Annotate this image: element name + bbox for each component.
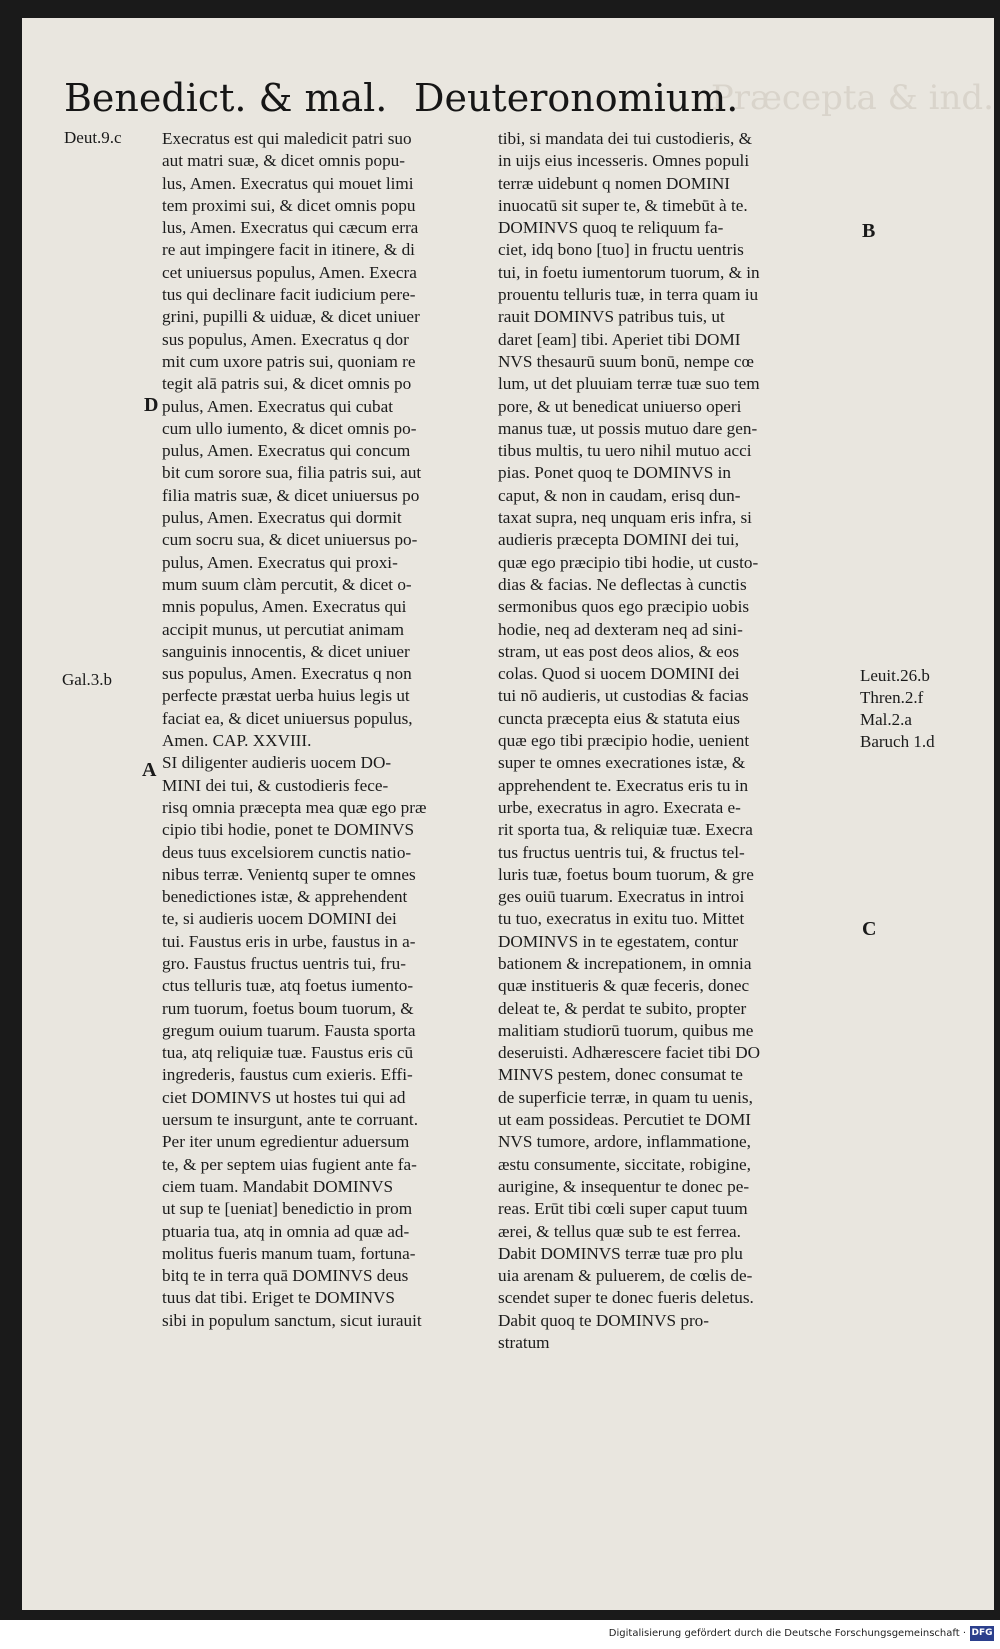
text-line: deus tuus excelsiorem cunctis natio-: [162, 842, 412, 862]
margin-ref-right-1: Leuit.26.b: [860, 666, 930, 685]
text-line: reas. Erūt tibi cœli super caput tuum: [498, 1199, 748, 1219]
text-line: DOMINVS in te egestatem, contur: [498, 931, 739, 951]
text-line: gro. Faustus fructus uentris tui, fru-: [162, 953, 406, 973]
text-line: Execratus est qui maledicit patri suo: [162, 129, 412, 148]
text-line: aurigine, & insequentur te donec pe-: [498, 1176, 750, 1196]
text-line: tus qui declinare facit iudicium pere-: [162, 285, 416, 305]
text-line: DOMINVS quoq te reliquum fa-: [498, 218, 724, 238]
text-line: quæ ego tibi præcipio hodie, uenient: [498, 731, 750, 751]
text-line: ptuaria tua, atq in omnia ad quæ ad-: [162, 1221, 410, 1241]
text-line: mit cum uxore patris sui, quoniam re: [162, 351, 416, 371]
text-line: cuncta præcepta eius & statuta eius: [498, 708, 740, 728]
text-line: gregum ouium tuarum. Fausta sporta: [162, 1020, 416, 1040]
text-line: tus fructus uentris tui, & fructus tel-: [498, 842, 745, 862]
funding-notice: Digitalisierung gefördert durch die Deutsche Forschungsgemeinschaft ·: [608, 1628, 966, 1639]
text-line: daret [eam] tibi. Aperiet tibi DOMI: [498, 329, 741, 349]
digitization-footer: [0, 1620, 1000, 1649]
text-line: cum socru sua, & dicet uniuersus po-: [162, 530, 418, 550]
text-line: sus populus, Amen. Execratus q dor: [162, 329, 409, 349]
text-line: caput, & non in caudam, erisq dun-: [498, 485, 741, 505]
text-line: nibus terræ. Venientq super te omnes: [162, 864, 416, 884]
text-line: pulus, Amen. Execratus qui proxi-: [162, 552, 398, 572]
text-line: MINVS pestem, donec consumat te: [498, 1065, 743, 1085]
text-line: faciat ea, & dicet uniuersus populus,: [162, 708, 413, 728]
text-line: bitq te in terra quā DOMINVS deus: [162, 1266, 409, 1286]
text-line: ingrederis, faustus cum exieris. Effi-: [162, 1065, 413, 1085]
text-line: rum tuorum, foetus boum tuorum, &: [162, 998, 414, 1018]
text-line: bit cum sorore sua, filia patris sui, aut: [162, 463, 422, 483]
text-line: tui. Faustus eris in urbe, faustus in a-: [162, 931, 416, 951]
text-line: tem proximi sui, & dicet omnis popu: [162, 195, 416, 215]
text-line: ciem tuam. Mandabit DOMINVS: [162, 1176, 394, 1196]
text-line: deseruisti. Adhærescere faciet tibi DO: [498, 1043, 761, 1063]
text-line: apprehendent te. Execratus eris tu in: [498, 775, 749, 795]
left-text-column: [162, 128, 508, 1332]
text-line: prouentu telluris tuæ, in terra quam iu: [498, 285, 759, 305]
text-line: SI diligenter audieris uocem DO-: [162, 753, 392, 773]
text-line: tuus dat tibi. Eriget te DOMINVS: [162, 1288, 395, 1308]
text-line: ut eam possideas. Percutiet te DOMI: [498, 1110, 751, 1130]
text-line: Dabit DOMINVS terræ tuæ pro plu: [498, 1243, 743, 1263]
text-line: tui nō audieris, ut custodias & facias: [498, 686, 749, 706]
text-line: MINI dei tui, & custodieris fece-: [162, 775, 389, 795]
text-line: perfecte præstat uerba huius legis ut: [162, 686, 410, 706]
text-line: tui, in foetu iumentorum tuorum, & in: [498, 262, 760, 282]
text-line: ctus telluris tuæ, atq foetus iumento-: [162, 976, 414, 996]
text-line: dias & facias. Ne deflectas à cunctis: [498, 574, 747, 594]
text-line: Dabit quoq te DOMINVS pro-: [498, 1310, 710, 1330]
text-line: pulus, Amen. Execratus qui cubat: [162, 396, 394, 416]
text-line: inuocatū sit super te, & timebūt à te.: [498, 195, 748, 215]
text-line: æstu consumente, siccitate, robigine,: [498, 1154, 751, 1174]
text-line: luris tuæ, foetus boum tuorum, & gre: [498, 864, 754, 884]
text-line: mnis populus, Amen. Execratus qui: [162, 597, 407, 617]
text-line: aut matri suæ, & dicet omnis popu-: [162, 151, 405, 171]
text-line: cet uniuersus populus, Amen. Execra: [162, 262, 417, 282]
dfg-logo: DFG: [970, 1626, 994, 1641]
text-line: in uijs eius incesseris. Omnes populi: [498, 151, 750, 171]
text-line: mum suum clàm percutit, & dicet o-: [162, 574, 412, 594]
running-head-left: Benedict. & mal.: [64, 76, 388, 120]
text-line: tu tuo, execratus in exitu tuo. Mittet: [498, 909, 745, 929]
text-line: re aut impingere facit in itinere, & di: [162, 240, 415, 260]
text-line: ciet DOMINVS ut hostes tui qui ad: [162, 1087, 406, 1107]
text-line: accipit munus, ut percutiat animam: [162, 619, 404, 639]
bleed-through-text: Præcepta & ind.: [710, 78, 994, 118]
text-line: Per iter unum egredientur aduersum: [162, 1132, 410, 1152]
text-line: te, & per septem uias fugient ante fa-: [162, 1154, 417, 1174]
text-line: quæ institueris & quæ feceris, donec: [498, 976, 750, 996]
text-line: stram, ut eas post deos alios, & eos: [498, 641, 740, 661]
text-line: lus, Amen. Execratus qui mouet limi: [162, 173, 414, 193]
text-line: NVS thesaurū suum bonū, nempe cœ: [498, 351, 754, 371]
right-text-column: [498, 128, 852, 1354]
text-line: tua, atq reliquiæ tuæ. Faustus eris cū: [162, 1043, 414, 1063]
margin-ref-right-4: Baruch 1.d: [860, 732, 935, 751]
text-line: quæ ego præcipio tibi hodie, ut custo-: [498, 552, 759, 572]
text-line: ut sup te [ueniat] benedictio in prom: [162, 1199, 413, 1219]
text-line: sermonibus quos ego præcipio uobis: [498, 597, 750, 617]
text-line: ærei, & tellus quæ sub te est ferrea.: [498, 1221, 741, 1241]
text-line: taxat supra, neq unquam eris infra, si: [498, 508, 752, 528]
text-line: sibi in populum sanctum, sicut iurauit: [162, 1310, 422, 1330]
text-line: NVS tumore, ardore, inflammatione,: [498, 1132, 751, 1152]
margin-ref-deut: Deut.9.c: [64, 128, 122, 147]
text-line: deleat te, & perdat te subito, propter: [498, 998, 747, 1018]
text-line: colas. Quod si uocem DOMINI dei: [498, 664, 740, 684]
section-letter-c: C: [862, 918, 877, 940]
text-line: lum, ut det pluuiam terræ tuæ suo tem: [498, 374, 760, 394]
text-line: tibi, si mandata dei tui custodieris, &: [498, 129, 752, 148]
text-line: audieris præcepta DOMINI dei tui,: [498, 530, 740, 550]
text-line: malitiam studiorū tuorum, quibus me: [498, 1020, 754, 1040]
running-head-title: Deuteronomium.: [414, 76, 739, 120]
margin-ref-right-3: Mal.2.a: [860, 710, 912, 729]
text-line: te, si audieris uocem DOMINI dei: [162, 909, 397, 929]
text-line: benedictiones istæ, & apprehendent: [162, 887, 408, 907]
section-letter-d: D: [144, 394, 159, 416]
text-line: scendet super te donec fueris deletus.: [498, 1288, 754, 1308]
text-line: cipio tibi hodie, ponet te DOMINVS: [162, 820, 415, 840]
text-line: grini, pupilli & uiduæ, & dicet uniuer: [162, 307, 420, 327]
text-line: ges ouiū tuarum. Execratus in introi: [498, 887, 745, 907]
text-line: de superficie terræ, in quam tu uenis,: [498, 1087, 753, 1107]
text-line: uia arenam & puluerem, de cœlis de-: [498, 1266, 753, 1286]
text-line: sus populus, Amen. Execratus q non: [162, 664, 412, 684]
text-line: manus tuæ, ut possis mutuo dare gen-: [498, 418, 758, 438]
section-letter-a: A: [142, 759, 157, 781]
text-line: terræ uidebunt q nomen DOMINI: [498, 173, 730, 193]
text-line: filia matris suæ, & dicet uniuersus po: [162, 485, 420, 505]
text-line: tegit alā patris sui, & dicet omnis po: [162, 374, 412, 394]
text-line: hodie, neq ad dexteram neq ad sini-: [498, 619, 743, 639]
margin-ref-right-2: Thren.2.f: [860, 688, 924, 707]
text-line: pias. Ponet quoq te DOMINVS in: [498, 463, 731, 483]
text-line: pore, & ut benedicat uniuerso operi: [498, 396, 742, 416]
text-line: molitus fueris manum tuam, fortuna-: [162, 1243, 416, 1263]
text-line: lus, Amen. Execratus qui cæcum erra: [162, 218, 419, 238]
text-line: cum ullo iumento, & dicet omnis po-: [162, 418, 417, 438]
text-line: bationem & increpationem, in omnia: [498, 953, 752, 973]
book-page: [22, 18, 994, 1610]
text-line: Amen. CAP. XXVIII.: [162, 731, 312, 751]
text-line: urbe, execratus in agro. Execrata e-: [498, 797, 741, 817]
text-line: uersum te insurgunt, ante te corruant.: [162, 1110, 418, 1130]
text-line: pulus, Amen. Execratus qui concum: [162, 441, 411, 461]
text-line: pulus, Amen. Execratus qui dormit: [162, 508, 402, 528]
text-line: rauit DOMINVS patribus tuis, ut: [498, 307, 725, 327]
text-line: risq omnia præcepta mea quæ ego præ: [162, 797, 427, 817]
text-line: rit sporta tua, & reliquiæ tuæ. Execra: [498, 820, 753, 840]
text-line: stratum: [498, 1333, 550, 1353]
text-line: sanguinis innocentis, & dicet uniuer: [162, 641, 410, 661]
text-line: super te omnes execrationes istæ, &: [498, 753, 746, 773]
text-line: ciet, idq bono [tuo] in fructu uentris: [498, 240, 744, 260]
text-line: tibus multis, tu uero nihil mutuo acci: [498, 441, 752, 461]
section-letter-b: B: [862, 220, 876, 242]
margin-ref-gal: Gal.3.b: [62, 670, 113, 689]
